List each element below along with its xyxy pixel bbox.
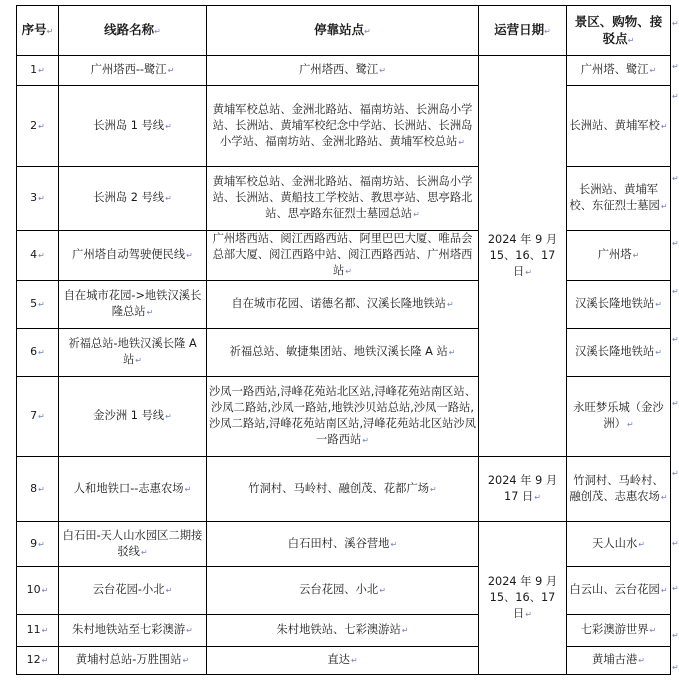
cell-stops: 直达↵ xyxy=(207,647,479,675)
cell-stops: 云台花园、小北↵ xyxy=(207,567,479,615)
table-row xyxy=(17,56,671,86)
cell-stops: 朱村地铁站、七彩澳游站↵ xyxy=(207,615,479,647)
table-row xyxy=(17,231,671,281)
cell-stops: 白石田村、溪谷营地↵ xyxy=(207,522,479,567)
cell-operating-date: 2024 年 9 月 15、16、17 日↵ xyxy=(479,522,567,675)
cell-route-name: 黄埔村总站-万胜围站↵ xyxy=(59,647,207,675)
table-row xyxy=(17,329,671,377)
cell-seq: 7↵ xyxy=(17,377,59,457)
cell-attractions: 天人山水↵ xyxy=(567,522,671,567)
cell-route-name: 祈福总站-地铁汉溪长隆 A 站↵ xyxy=(59,329,207,377)
cell-operating-date: 2024 年 9 月 17 日↵ xyxy=(479,457,567,522)
table-header-row xyxy=(17,6,671,56)
cell-attractions: 长洲站、黄埔军校↵ xyxy=(567,86,671,167)
cell-seq: 9↵ xyxy=(17,522,59,567)
cell-seq: 12↵ xyxy=(17,647,59,675)
table-row xyxy=(17,281,671,329)
cell-attractions: 汉溪长隆地铁站↵ xyxy=(567,281,671,329)
row-end-mark: ↵ xyxy=(672,62,679,71)
cell-stops: 黄埔军校总站、金洲北路站、福南坊站、长洲岛小学站、长洲站、黄船技工学校站、教思亭站、思亭路北站、思亭路东征烈士墓园总站↵ xyxy=(207,167,479,231)
table-row xyxy=(17,567,671,615)
cell-route-name: 朱村地铁站至七彩澳游↵ xyxy=(59,615,207,647)
cell-stops: 沙凤一路西站,浔峰花苑站北区站,浔峰花苑站南区站、沙凤二路站,沙凤一路站,地铁沙贝站总站,沙凤一路站,沙凤二路站,浔峰花苑站南区站,浔峰花苑站北区站沙凤一路西站↵ xyxy=(207,377,479,457)
cell-route-name: 自在城市花园->地铁汉溪长隆总站↵ xyxy=(59,281,207,329)
row-end-mark: ↵ xyxy=(672,539,679,548)
cell-attractions: 竹洞村、马岭村、融创茂、志惠农场↵ xyxy=(567,457,671,522)
cell-attractions: 七彩澳游世界↵ xyxy=(567,615,671,647)
table-row xyxy=(17,615,671,647)
cell-operating-date: 2024 年 9 月 15、16、17 日↵ xyxy=(479,56,567,457)
cell-attractions: 永旺梦乐城（金沙洲）↵ xyxy=(567,377,671,457)
row-end-mark: ↵ xyxy=(672,92,679,101)
cell-attractions: 广州塔↵ xyxy=(567,231,671,281)
row-end-mark: ↵ xyxy=(672,631,679,640)
cell-attractions: 黄埔古港↵ xyxy=(567,647,671,675)
cell-attractions: 长洲站、黄埔军校、东征烈士墓园↵ xyxy=(567,167,671,231)
cell-route-name: 金沙洲 1 号线↵ xyxy=(59,377,207,457)
row-end-mark: ↵ xyxy=(672,399,679,408)
cell-attractions: 汉溪长隆地铁站↵ xyxy=(567,329,671,377)
cell-seq: 10↵ xyxy=(17,567,59,615)
cell-seq: 4↵ xyxy=(17,231,59,281)
cell-seq: 5↵ xyxy=(17,281,59,329)
header-operating-dates: 运营日期↵ xyxy=(479,6,567,56)
row-end-mark: ↵ xyxy=(672,287,679,296)
bus-routes-table xyxy=(16,5,671,675)
cell-seq: 6↵ xyxy=(17,329,59,377)
cell-route-name: 广州塔西--鹭江↵ xyxy=(59,56,207,86)
cell-seq: 1↵ xyxy=(17,56,59,86)
cell-seq: 8↵ xyxy=(17,457,59,522)
row-end-mark: ↵ xyxy=(672,239,679,248)
cell-stops: 祈福总站、敏捷集团站、地铁汉溪长隆 A 站↵ xyxy=(207,329,479,377)
header-seq: 序号↵ xyxy=(17,6,59,56)
cell-attractions: 广州塔、鹭江↵ xyxy=(567,56,671,86)
table-row xyxy=(17,647,671,675)
cell-route-name: 人和地铁口--志惠农场↵ xyxy=(59,457,207,522)
cell-stops: 自在城市花园、诺德名都、汉溪长隆地铁站↵ xyxy=(207,281,479,329)
cell-attractions: 白云山、云台花园↵ xyxy=(567,567,671,615)
cell-route-name: 长洲岛 1 号线↵ xyxy=(59,86,207,167)
row-end-mark: ↵ xyxy=(672,19,679,28)
table-row xyxy=(17,167,671,231)
cell-stops: 广州塔西站、阅江西路西站、阿里巴巴大厦、唯品会总部大厦、阅江西路中站、阅江西路西站、广州塔西站↵ xyxy=(207,231,479,281)
cell-stops: 广州塔西、鹭江↵ xyxy=(207,56,479,86)
row-end-mark: ↵ xyxy=(672,174,679,183)
table-row xyxy=(17,377,671,457)
cell-seq: 3↵ xyxy=(17,167,59,231)
header-stops: 停靠站点↵ xyxy=(207,6,479,56)
table-row xyxy=(17,86,671,167)
cell-route-name: 白石田-天人山水园区二期接驳线↵ xyxy=(59,522,207,567)
cell-route-name: 广州塔自动驾驶便民线↵ xyxy=(59,231,207,281)
cell-stops: 黄埔军校总站、金洲北路站、福南坊站、长洲岛小学站、长洲站、黄埔军校纪念中学站、长洲站、长洲岛小学站、福南坊站、金洲北路站、黄埔军校总站↵ xyxy=(207,86,479,167)
row-end-mark: ↵ xyxy=(672,663,679,672)
cell-route-name: 云台花园-小北↵ xyxy=(59,567,207,615)
table-row xyxy=(17,457,671,522)
header-route-name: 线路名称↵ xyxy=(59,6,207,56)
row-end-mark: ↵ xyxy=(672,469,679,478)
row-end-mark: ↵ xyxy=(672,584,679,593)
cell-stops: 竹洞村、马岭村、融创茂、花都广场↵ xyxy=(207,457,479,522)
row-end-mark: ↵ xyxy=(672,335,679,344)
header-attractions: 景区、购物、接驳点↵ xyxy=(567,6,671,56)
cell-route-name: 长洲岛 2 号线↵ xyxy=(59,167,207,231)
cell-seq: 2↵ xyxy=(17,86,59,167)
table-row xyxy=(17,522,671,567)
cell-seq: 11↵ xyxy=(17,615,59,647)
